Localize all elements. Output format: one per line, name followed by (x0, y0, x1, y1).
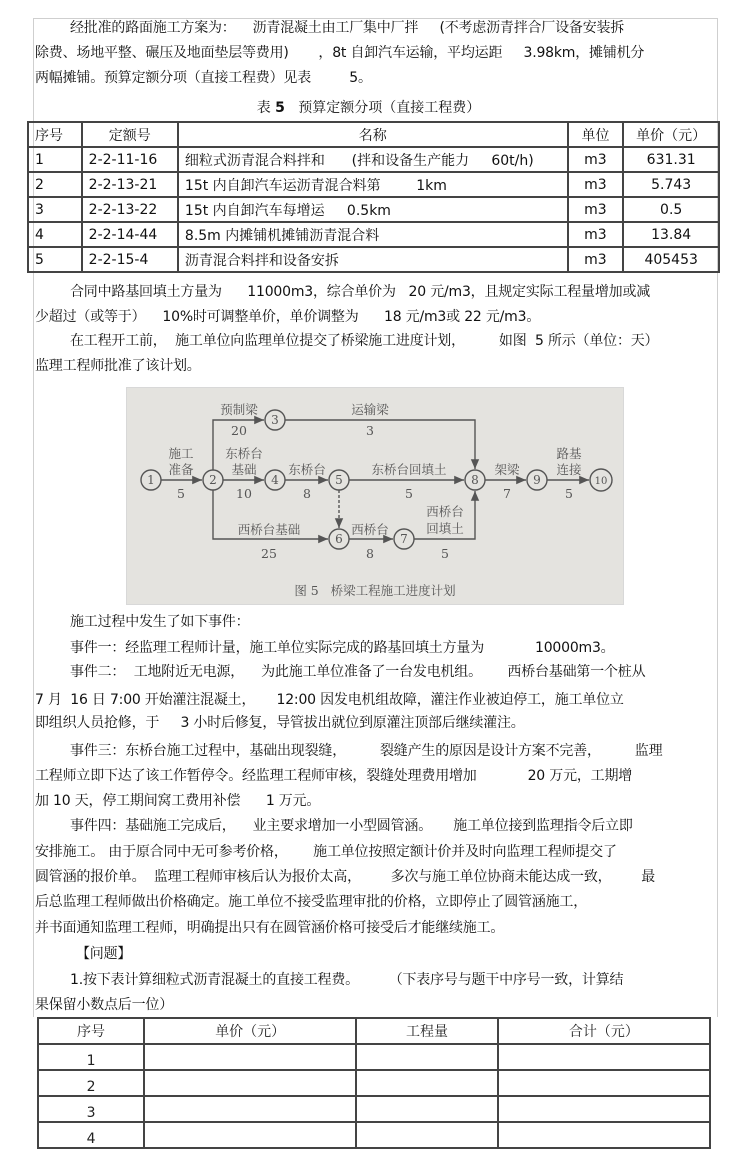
question-line: 1.按下表计算细粒式沥青混凝土的直接工程费。 （下表序号与题干中序号一致，计算结 (70, 972, 624, 988)
cell-name: 15t 内自卸汽车运沥青混合料第 1km (178, 172, 568, 197)
figure-caption: 图 5 桥梁工程施工进度计划 (294, 583, 456, 598)
cell-price: 405453 (623, 247, 719, 272)
table-row (38, 1122, 710, 1148)
answer-table (37, 1017, 711, 1149)
edge-label: 路基 (556, 446, 582, 461)
edge-label: 施工 (168, 446, 194, 461)
cell-code: 2-2-13-21 (82, 172, 178, 197)
node-label: 7 (400, 532, 408, 546)
node-label: 6 (335, 532, 343, 546)
event-line: 安排施工。 由于原合同中无可参考价格， 施工单位按照定额计价并及时向监理工程师提交了 (35, 844, 617, 860)
event-line: 事件一：经监理工程师计量，施工单位实际完成的路基回填土方量为 10000m3。 (70, 640, 615, 656)
node-label: 4 (271, 473, 279, 487)
cell-name: 15t 内自卸汽车每增运 0.5km (178, 197, 568, 222)
cell-name: 沥青混合料拌和设备安拆 (178, 247, 568, 272)
table-row (38, 1070, 710, 1096)
caption-prefix: 表 (256, 100, 271, 116)
edge-duration: 8 (303, 486, 311, 501)
header-cell: 名称 (178, 122, 568, 147)
intro-line: 除费、场地平整、碾压及地面垫层等费用) ，8t 自卸汽车运输，平均运距 3.98km，摊铺机分 (35, 45, 645, 61)
edge-label: 预制梁 (220, 402, 258, 417)
edge-duration: 8 (366, 546, 374, 561)
caption-number: 5 (275, 100, 285, 116)
cell-quantity-blank[interactable] (356, 1096, 497, 1122)
edge-duration: 5 (565, 486, 573, 501)
node-label: 1 (147, 473, 155, 487)
figure-5-network-diagram (126, 387, 624, 605)
event-line: 事件四：基础施工完成后， 业主要求增加一小型圆管涵。 施工单位接到监理指令后立即 (70, 818, 633, 834)
edge-duration: 3 (366, 423, 374, 438)
header-cell: 单位 (568, 122, 624, 147)
cell-index: 4 (28, 222, 82, 247)
edge-duration: 5 (405, 486, 413, 501)
cell-total-blank[interactable] (498, 1096, 710, 1122)
cell-unit: m3 (568, 222, 624, 247)
cell-code: 2-2-14-44 (82, 222, 178, 247)
edge-label: 连接 (556, 462, 582, 477)
event-line: 并书面通知监理工程师，明确提出只有在圆管涵价格可接受后才能继续施工。 (35, 920, 505, 936)
node-label: 9 (533, 473, 541, 487)
edge-label: 基础 (231, 462, 257, 477)
edge-label: 东桥台 (288, 462, 326, 477)
contract-line: 在工程开工前， 施工单位向监理单位提交了桥梁施工进度计划， 如图 5 所示（单位：天） (70, 333, 659, 349)
header-cell: 定额号 (82, 122, 178, 147)
table-row (28, 222, 719, 247)
event-line: 事件二： 工地附近无电源， 为此施工单位准备了一台发电机组。 西桥台基础第一个桩从 (70, 664, 646, 680)
event-line: 圆管涵的报价单。 监理工程师审核后认为报价太高， 多次与施工单位协商未能达成一致， 最 (35, 869, 656, 885)
cell-unit: m3 (568, 147, 624, 172)
cell-price: 631.31 (623, 147, 719, 172)
edge-label: 运输梁 (351, 402, 389, 417)
node-label: 2 (209, 473, 217, 487)
cell-index: 2 (38, 1070, 144, 1096)
cell-code: 2-2-15-4 (82, 247, 178, 272)
cell-code: 2-2-13-22 (82, 197, 178, 222)
header-cell: 工程量 (356, 1018, 497, 1044)
cell-code: 2-2-11-16 (82, 147, 178, 172)
edge-label: 架梁 (494, 462, 520, 477)
cell-name: 8.5m 内摊铺机摊铺沥青混合料 (178, 222, 568, 247)
cell-total-blank[interactable] (498, 1044, 710, 1070)
cell-price: 13.84 (623, 222, 719, 247)
cell-index: 3 (28, 197, 82, 222)
cell-index: 1 (28, 147, 82, 172)
event-line: 后总监理工程师做出价格确定。施工单位不接受监理审批的价格，立即停止了圆管涵施工， (35, 894, 587, 910)
cell-index: 3 (38, 1096, 144, 1122)
cell-index: 5 (28, 247, 82, 272)
edge-duration: 10 (236, 486, 252, 501)
edge-duration: 5 (441, 546, 449, 561)
cell-unit-price-blank[interactable] (144, 1122, 356, 1148)
cell-index: 4 (38, 1122, 144, 1148)
edge-label: 西桥台 (351, 522, 389, 537)
intro-line: 两幅摊铺。预算定额分项（直接工程费）见表 5。 (35, 70, 372, 86)
node-label: 3 (271, 413, 279, 427)
table-row (28, 172, 719, 197)
cell-unit-price-blank[interactable] (144, 1096, 356, 1122)
node-label: 10 (594, 476, 608, 487)
node-label: 5 (335, 473, 343, 487)
table-header-row (38, 1018, 710, 1044)
header-cell: 单价（元） (623, 122, 719, 147)
cell-total-blank[interactable] (498, 1122, 710, 1148)
cell-unit-price-blank[interactable] (144, 1070, 356, 1096)
table-row (38, 1096, 710, 1122)
event-line: 加 10 天，停工期间窝工费用补偿 1 万元。 (35, 793, 321, 809)
table-row (28, 247, 719, 272)
question-line: 果保留小数点后一位） (35, 997, 173, 1013)
edge-label: 西桥台 (426, 504, 464, 519)
contract-line: 少超过（或等于） 10%时可调整单价，单价调整为 18 元/m3或 22 元/m3。 (35, 309, 541, 325)
edge-duration: 25 (261, 546, 277, 561)
table-header-row (28, 122, 719, 147)
table5-quota-items (27, 121, 720, 273)
edge-label: 东桥台 (225, 446, 263, 461)
cell-quantity-blank[interactable] (356, 1070, 497, 1096)
cell-price: 0.5 (623, 197, 719, 222)
table-row (28, 147, 719, 172)
edge-duration: 5 (177, 486, 185, 501)
header-cell: 序号 (38, 1018, 144, 1044)
cell-quantity-blank[interactable] (356, 1122, 497, 1148)
header-cell: 单价（元） (144, 1018, 356, 1044)
cell-unit-price-blank[interactable] (144, 1044, 356, 1070)
table5-caption (0, 97, 737, 117)
edge-duration: 20 (231, 423, 247, 438)
header-cell: 序号 (28, 122, 82, 147)
contract-line: 合同中路基回填土方量为 11000m3，综合单价为 20 元/m3，且规定实际工程量增加或减 (70, 284, 651, 300)
question-heading: 【问题】 (76, 946, 132, 962)
event-line: 7 月 16 日 7:00 开始灌注混凝土， 12:00 因发电机组故障，灌注作业被迫停工，施工单位立 (35, 692, 624, 708)
cell-unit: m3 (568, 172, 624, 197)
edge-label: 准备 (168, 462, 194, 477)
edge-duration: 7 (503, 486, 511, 501)
edge-label: 东桥台回填土 (371, 462, 447, 477)
caption-title: 预算定额分项（直接工程费） (298, 100, 481, 116)
event-line: 施工过程中发生了如下事件： (70, 614, 250, 630)
contract-line: 监理工程师批准了该计划。 (35, 358, 201, 374)
event-line: 事件三：东桥台施工过程中，基础出现裂缝， 裂缝产生的原因是设计方案不完善， 监理 (70, 743, 663, 759)
intro-line: 经批准的路面施工方案为： 沥青混凝土由工厂集中厂拌 (不考虑沥青拌合厂设备安装拆 (70, 20, 625, 36)
edge-label: 西桥台基础 (237, 522, 301, 537)
event-line: 即组织人员抢修，于 3 小时后修复，导管拔出就位到原灌注顶部后继续灌注。 (35, 715, 525, 731)
cell-price: 5.743 (623, 172, 719, 197)
table-row (38, 1044, 710, 1070)
cell-total-blank[interactable] (498, 1070, 710, 1096)
cell-index: 1 (38, 1044, 144, 1070)
header-cell: 合计（元） (498, 1018, 710, 1044)
cell-quantity-blank[interactable] (356, 1044, 497, 1070)
edge-label: 回填土 (426, 521, 464, 536)
node-label: 8 (471, 473, 479, 487)
table-row (28, 197, 719, 222)
cell-name: 细粒式沥青混合料拌和 (拌和设备生产能力 60t/h) (178, 147, 568, 172)
cell-unit: m3 (568, 247, 624, 272)
event-line: 工程师立即下达了该工作暂停令。经监理工程师审核，裂缝处理费用增加 20 万元，工期增 (35, 768, 633, 784)
network-diagram-svg (127, 388, 623, 604)
cell-index: 2 (28, 172, 82, 197)
cell-unit: m3 (568, 197, 624, 222)
